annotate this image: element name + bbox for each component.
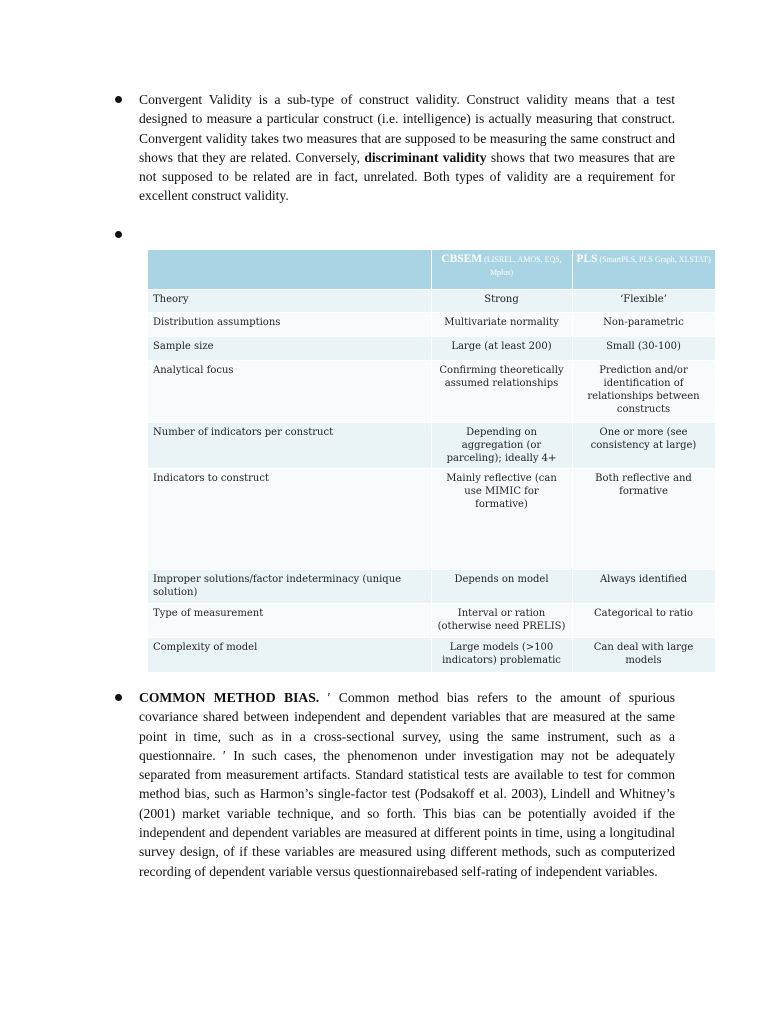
comparison-table	[148, 250, 715, 672]
paragraph-common-method-bias	[139, 688, 675, 881]
cell-pls: Small (30-100)	[572, 337, 715, 361]
row-label: Sample size	[148, 337, 431, 361]
row-label: Analytical focus	[148, 361, 431, 423]
row-label: Type of measurement	[148, 604, 431, 638]
header-cell-cbsem: CBSEM (LISREL, AMOS, EQS, Mplus)	[431, 250, 572, 290]
bold-heading-common-method-bias: COMMON METHOD BIAS.	[139, 690, 320, 705]
table-row	[148, 469, 715, 570]
paragraph-text: ′ Common method bias refers to the amount of spurious covariance shared between independent and dependent variables that are measured at the same point in time, such as in a cross-sectional survey, using the same instrument, such as a questionnaire. ′ In such cases, the phenomenon under investigation may not be adequately separated from measurement artifacts. Standard statistical tests are available to test for common method bias, such as Harmon’s single-factor test (Podsakoff et al. 2003), Lindell and Whitney’s (2001) market variable technique, and so forth. This bias can be potentially avoided if the independent and dependent variables are measured at different points in time, using a longitudinal survey design, of if these variables are measured using different methods, such as computerized recording of dependent variable versus questionnairebased self-rating of independent variables.	[139, 690, 675, 879]
bold-term-discriminant-validity: discriminant validity	[364, 149, 487, 165]
cell-cbsem: Depends on model	[431, 570, 572, 604]
table-header-row	[148, 250, 715, 290]
cell-cbsem: Depending on aggregation (or parceling); ideally 4+	[431, 423, 572, 469]
header-cell-empty	[148, 250, 431, 290]
table-row	[148, 423, 715, 469]
cell-pls: ‘Flexible’	[572, 290, 715, 313]
table-row	[148, 604, 715, 638]
cell-pls: Non-parametric	[572, 313, 715, 337]
cell-pls: Both reflective and formative	[572, 469, 715, 570]
cell-pls: Always identified	[572, 570, 715, 604]
row-label: Number of indicators per construct	[148, 423, 431, 469]
table-row	[148, 570, 715, 604]
cell-cbsem: Confirming theoretically assumed relationships	[431, 361, 572, 423]
cell-pls: Can deal with large models	[572, 638, 715, 672]
bullet-icon	[115, 694, 122, 701]
row-label: Theory	[148, 290, 431, 313]
cell-cbsem: Strong	[431, 290, 572, 313]
table-row	[148, 638, 715, 672]
paragraph-text: shows that two measures that are not supposed to be related are in fact, unrelated. Both types of validity are a requirement for excellent construct validity.	[139, 149, 675, 204]
table-row	[148, 313, 715, 337]
cell-cbsem: Large models (>100 indicators) problematic	[431, 638, 572, 672]
row-label: Indicators to construct	[148, 469, 431, 570]
cell-pls: Prediction and/or identification of relationships between constructs	[572, 361, 715, 423]
paragraph-convergent-validity	[139, 90, 675, 206]
row-label: Improper solutions/factor indeterminacy (unique solution)	[148, 570, 431, 604]
table-row	[148, 290, 715, 313]
cell-cbsem: Mainly reflective (can use MIMIC for formative)	[431, 469, 572, 570]
row-label: Complexity of model	[148, 638, 431, 672]
row-label: Distribution assumptions	[148, 313, 431, 337]
cell-cbsem: Large (at least 200)	[431, 337, 572, 361]
table-row	[148, 361, 715, 423]
bullet-icon	[115, 231, 122, 238]
paragraph-text: Convergent Validity is a sub-type of construct validity. Construct validity means that a test designed to measure a particular construct (i.e. intelligence) is actually measuring that construct. Convergent validity takes two measures that are supposed to be measuring the same construct and shows that they are related. Conversely,	[139, 92, 675, 165]
table-row	[148, 337, 715, 361]
bullet-icon	[115, 96, 122, 103]
cell-cbsem: Interval or ration (otherwise need PRELIS)	[431, 604, 572, 638]
cell-cbsem: Multivariate normality	[431, 313, 572, 337]
cell-pls: Categorical to ratio	[572, 604, 715, 638]
cell-pls: One or more (see consistency at large)	[572, 423, 715, 469]
header-cell-pls: PLS (SmartPLS, PLS Graph, XLSTAT)	[572, 250, 715, 290]
